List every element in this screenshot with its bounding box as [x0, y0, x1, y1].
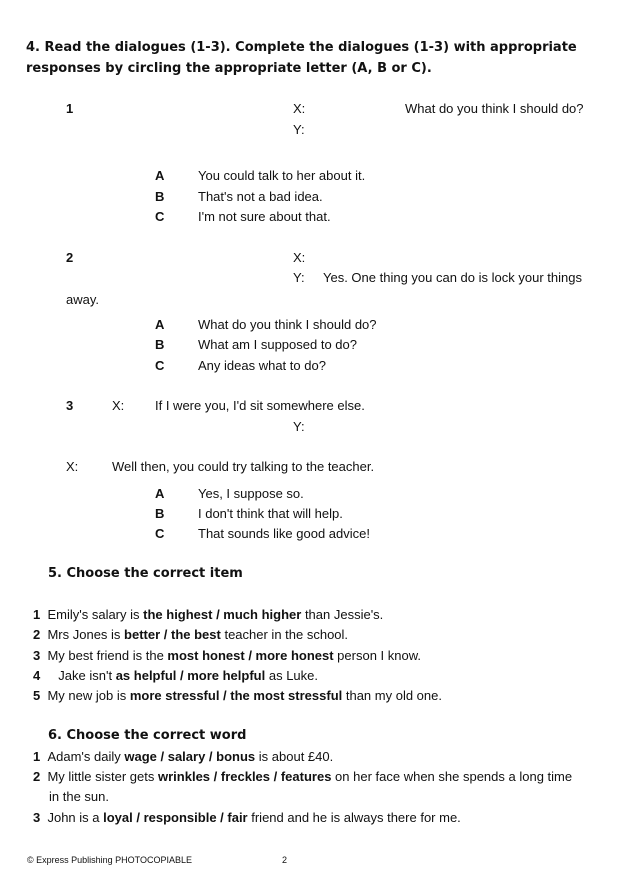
exercise-4-title-line2: responses by circling the appropriate letter (A, B or C). [26, 61, 432, 76]
dialogue-3-x-text: If I were you, I'd sit somewhere else. [155, 398, 365, 413]
dialogue-1-option-text: That's not a bad idea. [198, 189, 323, 204]
item-text-before: Adam's daily [47, 749, 125, 764]
item-text-before: Jake isn't [58, 668, 116, 683]
item-number: 3 [33, 810, 41, 825]
item-text-after: as Luke. [265, 668, 318, 683]
item-choices[interactable]: wage / salary / bonus [124, 749, 256, 764]
item-text-before: Mrs Jones is [47, 627, 125, 642]
dialogue-2-option-letter[interactable]: A [155, 317, 165, 332]
exercise-6-item-1 [33, 749, 333, 764]
dialogue-1-option-text: I'm not sure about that. [198, 209, 331, 224]
item-text-after: is about £40. [255, 749, 334, 764]
item-text-after: on her face when she spends a long time [331, 769, 573, 784]
exercise-5-item-2 [33, 627, 348, 642]
dialogue-2-y-label: Y: [293, 270, 305, 285]
dialogue-2-y-continuation: away. [66, 292, 99, 307]
dialogue-3-number: 3 [66, 398, 74, 413]
dialogue-3-x2-label: X: [66, 459, 79, 474]
dialogue-2-option-text: Any ideas what to do? [198, 358, 326, 373]
item-text-after: teacher in the school. [220, 627, 349, 642]
item-choices[interactable]: more stressful / the most stressful [129, 688, 343, 703]
dialogue-3-x2-text: Well then, you could try talking to the teacher. [112, 459, 375, 474]
dialogue-2-x-label: X: [293, 250, 306, 265]
exercise-6-item-2 [33, 769, 572, 784]
item-number: 4 [33, 668, 41, 683]
exercise-6-item-2-continuation: in the sun. [49, 789, 109, 804]
item-text-after: than Jessie's. [301, 607, 384, 622]
dialogue-3-option-text: That sounds like good advice! [198, 526, 370, 541]
exercise-5-item-5 [33, 688, 442, 703]
dialogue-3-option-letter[interactable]: A [155, 486, 165, 501]
dialogue-3-option-letter[interactable]: B [155, 506, 165, 521]
item-number: 1 [33, 749, 41, 764]
dialogue-3-option-text: Yes, I suppose so. [198, 486, 304, 501]
dialogue-1-x-text: What do you think I should do? [405, 101, 584, 116]
dialogue-2-option-text: What do you think I should do? [198, 317, 377, 332]
exercise-5-item-1 [33, 607, 383, 622]
dialogue-2-option-letter[interactable]: C [155, 358, 165, 373]
item-choices[interactable]: as helpful / more helpful [115, 668, 266, 683]
item-text-after: person I know. [333, 648, 422, 663]
item-number: 2 [33, 769, 41, 784]
footer-page-number: 2 [282, 855, 288, 865]
dialogue-2-number: 2 [66, 250, 74, 265]
footer-publisher: © Express Publishing PHOTOCOPIABLE [27, 855, 193, 865]
dialogue-2-option-letter[interactable]: B [155, 337, 165, 352]
item-choices[interactable]: loyal / responsible / fair [103, 810, 248, 825]
item-number: 2 [33, 627, 41, 642]
item-text-before: My little sister gets [47, 769, 158, 784]
item-number: 5 [33, 688, 41, 703]
dialogue-3-option-text: I don't think that will help. [198, 506, 343, 521]
item-text-after: than my old one. [342, 688, 442, 703]
item-text-before: My new job is [47, 688, 130, 703]
item-number: 3 [33, 648, 41, 663]
dialogue-1-option-letter[interactable]: B [155, 189, 165, 204]
item-text-after: friend and he is always there for me. [247, 810, 461, 825]
exercise-4-title-line1: 4. Read the dialogues (1-3). Complete the dialogues (1-3) with appropriate [26, 40, 577, 55]
dialogue-1-option-letter[interactable]: C [155, 209, 165, 224]
dialogue-1-y-label: Y: [293, 122, 305, 137]
item-choices[interactable]: most honest / more honest [167, 648, 334, 663]
exercise-5-title: 5. Choose the correct item [48, 566, 243, 581]
exercise-5-item-3 [33, 648, 421, 663]
item-number: 1 [33, 607, 41, 622]
item-choices[interactable]: the highest / much higher [143, 607, 302, 622]
exercise-6-item-3 [33, 810, 461, 825]
item-text-before: John is a [47, 810, 104, 825]
exercise-5-item-4 [33, 668, 318, 683]
dialogue-2-y-text: Yes. One thing you can do is lock your things [323, 270, 582, 285]
dialogue-1-x-label: X: [293, 101, 306, 116]
exercise-6-title: 6. Choose the correct word [48, 728, 247, 743]
dialogue-1-number: 1 [66, 101, 74, 116]
dialogue-2-option-text: What am I supposed to do? [198, 337, 357, 352]
dialogue-3-option-letter[interactable]: C [155, 526, 165, 541]
item-text-before: My best friend is the [47, 648, 168, 663]
item-choices[interactable]: wrinkles / freckles / features [158, 769, 332, 784]
dialogue-1-option-text: You could talk to her about it. [198, 168, 366, 183]
dialogue-1-option-letter[interactable]: A [155, 168, 165, 183]
item-choices[interactable]: better / the best [124, 627, 221, 642]
dialogue-3-y-label: Y: [293, 419, 305, 434]
dialogue-3-x-label: X: [112, 398, 125, 413]
item-text-before: Emily's salary is [47, 607, 144, 622]
